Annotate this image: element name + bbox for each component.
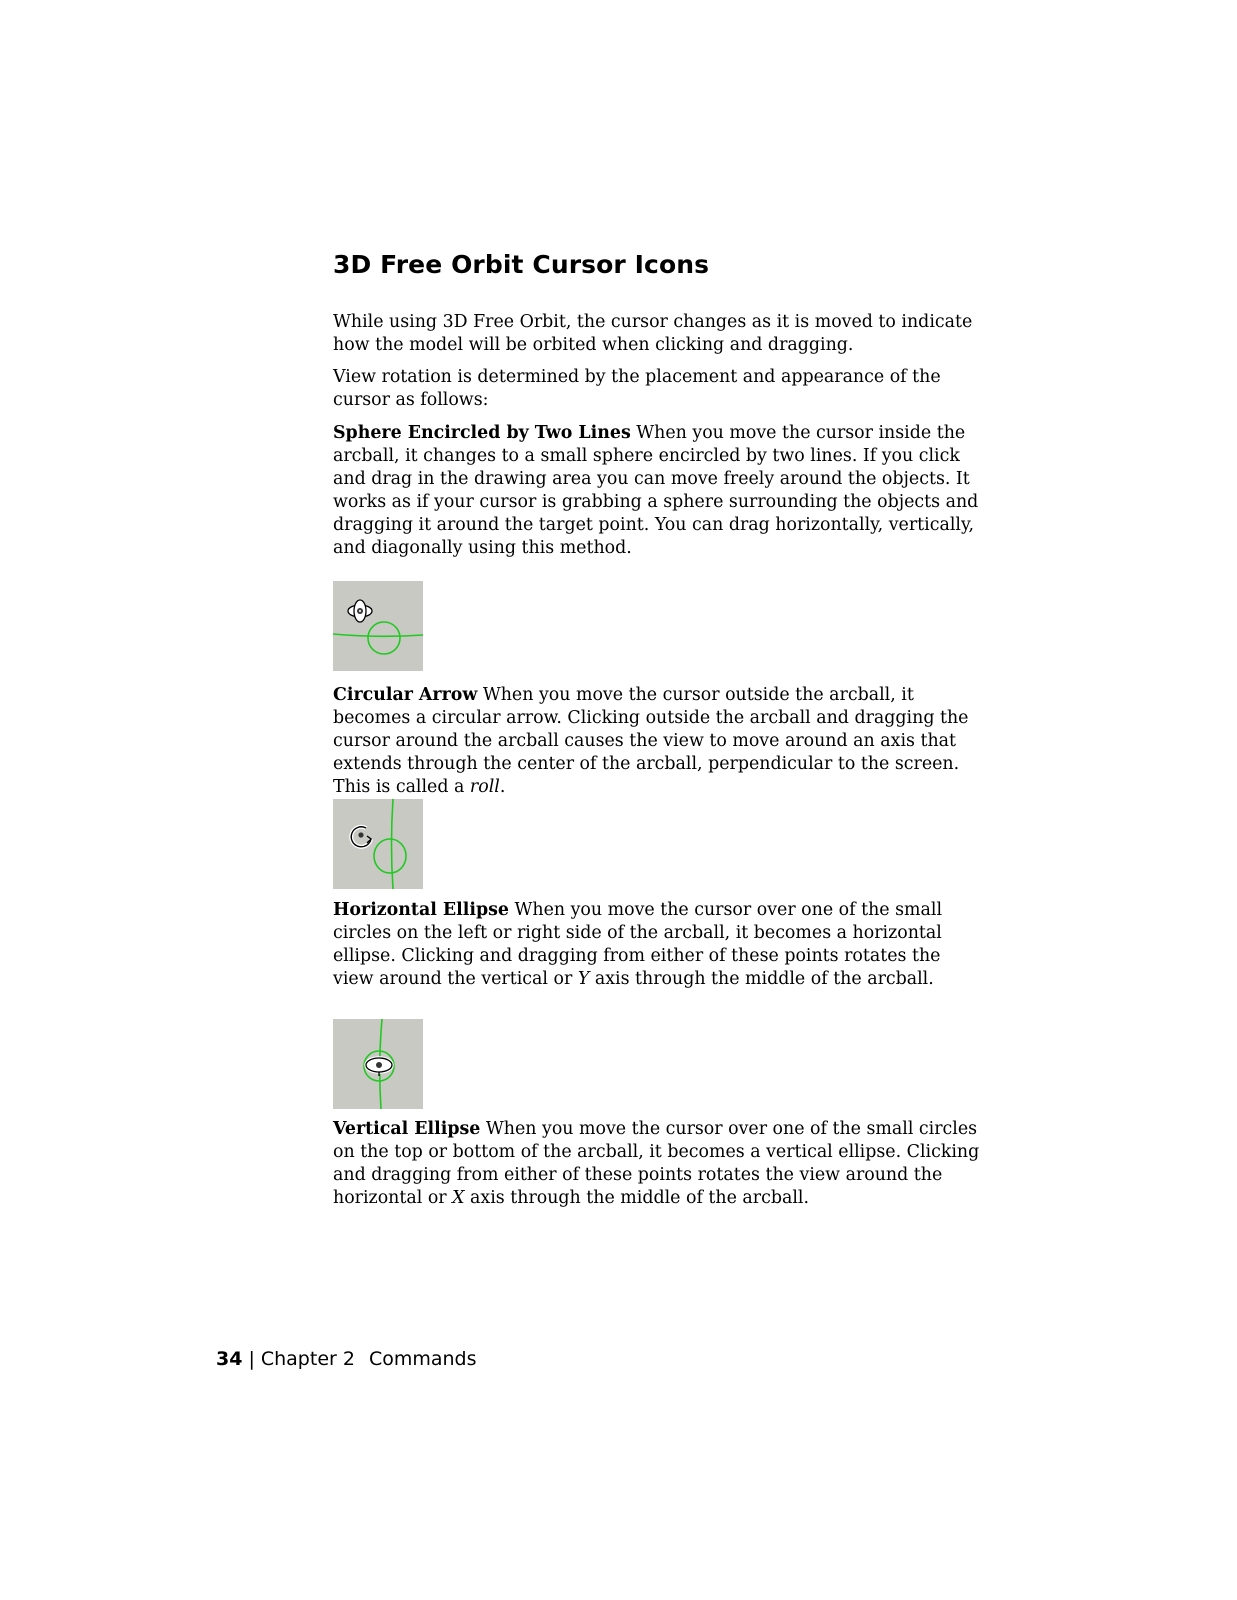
vertical-ellipse-description-start: When you move the cursor over one of the small circles on the top or bottom of the arcball, it becomes a vertical ellipse. Clicking and dragging from either of these points rotates the view around the horizontal or	[333, 1119, 980, 1208]
chapter-title: Commands	[368, 1348, 477, 1370]
horizontal-ellipse-description-start: When you move the cursor over one of the small circles on the left or right side of the arcball, it becomes a horizontal ellipse. Clicking and dragging from either of these points rotates the view around the vertical or	[333, 900, 943, 989]
circular-arrow-description-end: .	[499, 777, 506, 797]
footer-separator: |	[248, 1348, 255, 1370]
vertical-ellipse-paragraph	[333, 1118, 983, 1210]
vertical-ellipse-term: Vertical Ellipse	[333, 1119, 481, 1139]
sphere-two-lines-description: When you move the cursor inside the arcball, it changes to a small sphere encircled by two lines. If you click and drag in the drawing area you can move freely around the objects. It works as if your cursor is grabbing a sphere surrounding the objects and dragging it around the target point. You can drag horizontally, vertically, and diagonally using this method.	[333, 423, 979, 558]
vertical-ellipse-description-end: axis through the middle of the arcball.	[464, 1188, 810, 1208]
page-heading: 3D Free Orbit Cursor Icons	[333, 250, 710, 279]
y-axis-emphasis: Y	[577, 969, 590, 989]
page-footer	[216, 1348, 477, 1370]
x-axis-emphasis: X	[452, 1188, 465, 1208]
circular-arrow-term: Circular Arrow	[333, 685, 478, 705]
sphere-two-lines-term: Sphere Encircled by Two Lines	[333, 423, 631, 443]
intro-paragraph: While using 3D Free Orbit, the cursor changes as it is moved to indicate how the model will be orbited when clicking and dragging.	[333, 312, 973, 355]
circular-arrow-paragraph	[333, 684, 983, 799]
horizontal-ellipse-cursor-icon	[333, 1019, 423, 1109]
horizontal-ellipse-description-end: axis through the middle of the arcball.	[589, 969, 934, 989]
rotation-paragraph: View rotation is determined by the placement and appearance of the cursor as follows:	[333, 367, 941, 410]
sphere-two-lines-paragraph	[333, 422, 983, 560]
page-number: 34	[216, 1348, 243, 1370]
horizontal-ellipse-paragraph	[333, 899, 983, 991]
sphere-two-lines-cursor-icon	[333, 581, 423, 671]
horizontal-ellipse-term: Horizontal Ellipse	[333, 900, 509, 920]
chapter-label: Chapter 2	[260, 1348, 355, 1370]
circular-arrow-description-start: When you move the cursor outside the arcball, it becomes a circular arrow. Clicking outside the arcball and dragging the cursor around the arcball causes the view to move around an axis that extends through the center of the arcball, perpendicular to the screen. This is called a	[333, 685, 969, 797]
roll-emphasis: roll	[469, 777, 500, 797]
circular-arrow-cursor-icon	[333, 799, 423, 889]
